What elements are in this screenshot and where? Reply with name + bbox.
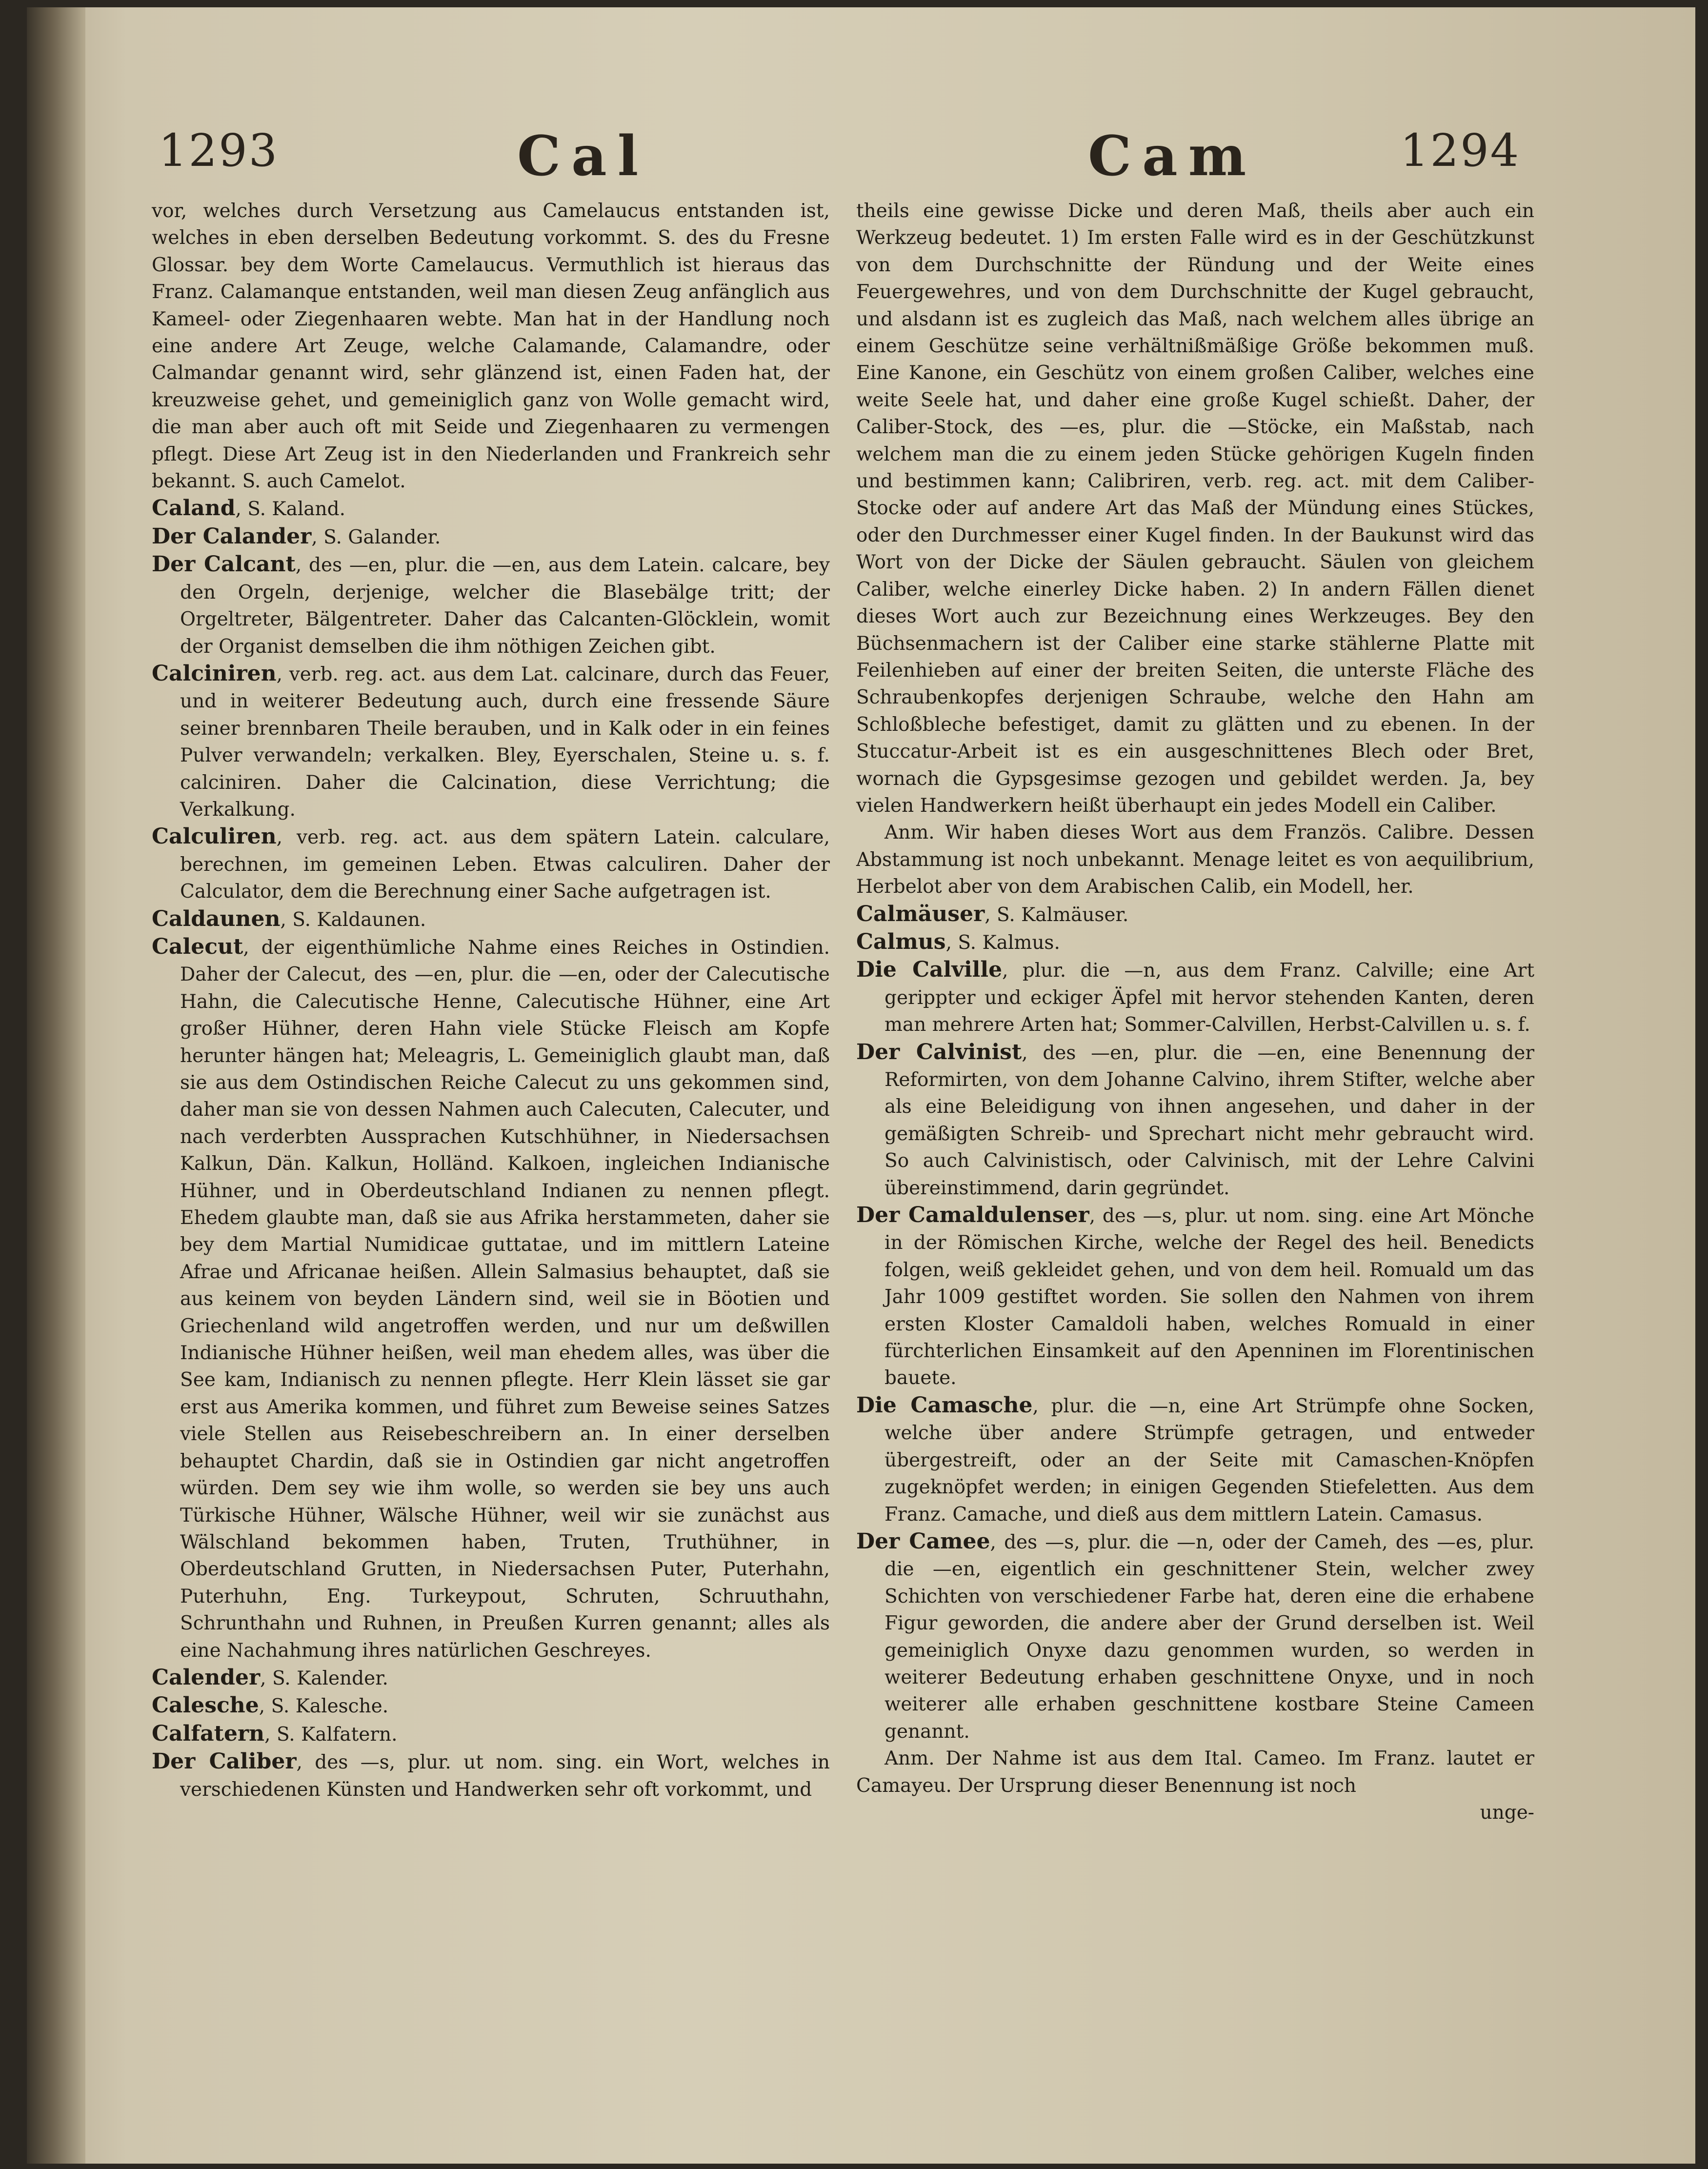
entry-headword: Caland: [152, 496, 236, 521]
entry-headword: Caldaunen: [152, 906, 281, 931]
entry-text: , S. Kalender.: [260, 1667, 388, 1689]
entry-text: , verb. reg. act. aus dem Lat. calcinare, durch das Feuer, und in weiterer Bedeutung auch, durch eine fressende Säure seiner brennbaren Theile berauben, und in Kalk oder in ein feines Pulver verwandeln; verkalken. Bley, Eyerschalen, Steine u. s. f. calciniren. Daher die Calcination, diese Verrichtung; die Verkalkung.: [180, 663, 830, 821]
running-header: [159, 124, 1521, 202]
entry-text: , S. Kalfatern.: [264, 1723, 398, 1746]
dictionary-entry: [152, 1692, 830, 1720]
entry-headword: Calesche: [152, 1693, 259, 1718]
dictionary-entry: [856, 928, 1534, 956]
right-guide-word: Cam: [1088, 124, 1257, 188]
entry-text: , S. Kalmäuser.: [985, 904, 1129, 926]
entry-headword: Die Calville: [856, 957, 1003, 983]
dictionary-entry: [856, 1039, 1534, 1202]
entry-text: , des —s, plur. ut nom. sing. ein Wort, welches in verschiedenen Künsten und Handwerken sehr oft vorkommt, und: [180, 1751, 830, 1801]
entry-text: , S. Kalmus.: [945, 931, 1060, 954]
entry-text: , des —en, plur. die —en, aus dem Latein. calcare, bey den Orgeln, derjenige, welcher die Blasebälge tritt; der Orgeltreter, Bälgentreter. Daher das Calcanten-Glöcklein, womit der Organist demselben die ihm nöthigen Zeichen gibt.: [180, 554, 830, 658]
entry-text: , S. Kaldaunen.: [280, 908, 426, 931]
right-column: [856, 198, 1534, 1826]
entry-headword: Calmus: [856, 929, 946, 954]
dictionary-entry: [152, 198, 830, 495]
entry-headword: Calciniren: [152, 661, 277, 686]
dictionary-entry: [152, 660, 830, 823]
entry-headword: Der Calvinist: [856, 1039, 1022, 1064]
dictionary-entry: [152, 1748, 830, 1803]
entry-text: , verb. reg. act. aus dem spätern Latein. calculare, berechnen, im gemeinen Leben. Etwas calculiren. Daher der Calculator, dem die Berechnung einer Sache aufgetragen ist.: [180, 826, 830, 903]
dictionary-entry: [856, 1528, 1534, 1745]
dictionary-entry: [856, 1202, 1534, 1392]
dictionary-entry: [152, 551, 830, 660]
entry-text: , S. Kalesche.: [259, 1695, 389, 1718]
dictionary-entry: [152, 1720, 830, 1748]
entry-text: , des —s, plur. die —n, oder der Cameh, des —es, plur. die —en, eigentlich ein geschnittener Stein, welcher zwey Schichten von verschiedener Farbe hat, deren eine die erhabene Figur geworden, die andere aber der Grund derselben ist. Weil gemeiniglich Onyxe dazu genommen wurden, so werden in weiterer Bedeutung erhaben geschnittene Onyxe, und in noch weiterer alle erhaben geschnittene kostbare Steine Cameen genannt.: [884, 1531, 1534, 1743]
dictionary-entry: [152, 823, 830, 905]
entry-headword: Calculiren: [152, 824, 277, 849]
binding-gutter: [27, 7, 85, 2164]
entry-headword: Der Camee: [856, 1528, 990, 1554]
entry-text: , S. Galander.: [311, 526, 441, 548]
dictionary-entry: [152, 905, 830, 933]
dictionary-entry: [152, 523, 830, 551]
entry-headword: Der Caliber: [152, 1749, 297, 1774]
entry-text: , plur. die —n, aus dem Franz. Calville; eine Art gerippter und eckiger Äpfel mit hervor stehenden Kanten, deren man mehrere Arten hat; Sommer-Calvillen, Herbst-Calvillen u. s. f.: [884, 960, 1534, 1036]
book-page: [27, 7, 1695, 2164]
dictionary-entry: [856, 901, 1534, 928]
entry-headword: Calfatern: [152, 1721, 265, 1746]
left-column: [152, 198, 830, 1803]
entry-text: , des —en, plur. die —en, eine Benennung der Reformirten, von dem Johanne Calvino, ihrem Stifter, welche aber als eine Beleidigung von ihnen angesehen, und daher in der gemäßigten Schreib- und Sprechart nicht mehr gebraucht wird. So auch Calvinistisch, oder Calvinisch, mit der Lehre Calvini übereinstimmend, darin gegründet.: [884, 1042, 1534, 1199]
entry-headword: Die Camasche: [856, 1392, 1033, 1418]
dictionary-entry: [152, 1664, 830, 1692]
entry-text: Anm. Wir haben dieses Wort aus dem Französ. Calibre. Dessen Abstammung ist noch unbekannt. Menage leitet es von aequilibrium, Herbelot aber von dem Arabischen Calib, ein Modell, her.: [856, 822, 1534, 898]
entry-text: unge-: [1480, 1801, 1534, 1824]
entry-headword: Der Camaldulenser: [856, 1203, 1089, 1228]
right-page-number: 1294: [1400, 124, 1521, 177]
dictionary-entry: [152, 933, 830, 1664]
dictionary-entry: [856, 198, 1534, 819]
entry-text: Anm. Der Nahme ist aus dem Ital. Cameo. Im Franz. lautet er Camayeu. Der Ursprung dieser Benennung ist noch: [856, 1747, 1534, 1797]
dictionary-entry: [856, 1745, 1534, 1799]
dictionary-entry: [856, 1392, 1534, 1528]
left-guide-word: Cal: [517, 124, 649, 188]
entry-text: , der eigenthümliche Nahme eines Reiches in Ostindien. Daher der Calecut, des —en, plur. die —en, oder der Calecutische Hahn, die Calecutische Henne, Calecutische Hühner, eine Art großer Hühner, deren Hahn viele Stücke Fleisch am Kopfe herunter hängen hat; Meleagris, L. Gemeiniglich glaubt man, daß sie aus dem Ostindischen Reiche Calecut zu uns gekommen sind, daher man sie von dessen Nahmen auch Calecuten, Calecuter, und nach verderbten Aussprachen Kutschhühner, in Niedersachsen Kalkun, Dän. Kalkun, Holländ. Kalkoen, ingleichen Indianische Hühner, und in Oberdeutschland Indianen zu nennen pflegt. Ehedem glaubte man, daß sie aus Afrika herstammeten, daher sie bey dem Martial Numidicae guttatae, und im mittlern Lateine Afrae und Africanae heißen. Allein Salmasius behauptet, daß sie aus keinem von beyden Ländern sind, weil sie in Böotien und Griechenland wild angetroffen werden, und nur um deßwillen Indianische Hühner heißen, weil man ehedem alles, was über die See kam, Indianisch zu nennen pflegte. Herr Klein lässet sie gar erst aus Amerika kommen, und führet zum Beweise seines Satzes viele Stellen aus Reisebeschreibern an. In einer derselben behauptet Chardin, daß sie in Ostindien gar nicht angetroffen würden. Dem sey wie ihm wolle, so werden sie bey uns auch Türkische Hühner, Wälsche Hühner, weil wir sie zunächst aus Wälschland bekommen haben, Truten, Truthühner, in Oberdeutschland Grutten, in Niedersachsen Puter, Puterhahn, Puterhuhn, Eng. Turkeypout, Schruten, Schruuthahn, Schrunthahn und Ruhnen, in Preußen Kurren genannt; alles als eine Nachahmung ihres natürlichen Geschreyes.: [180, 936, 830, 1662]
dictionary-entry: [152, 495, 830, 522]
entry-text: , plur. die —n, eine Art Strümpfe ohne Socken, welche über andere Strümpfe getragen, und entweder übergestreift, oder an der Seite mit Camaschen-Knöpfen zugeknöpfet werden; in einigen Gegenden Stiefeletten. Aus dem Franz. Camache, und dieß aus dem mittlern Latein. Camasus.: [884, 1395, 1534, 1526]
dictionary-entry: [856, 1799, 1534, 1826]
entry-headword: Der Calander: [152, 523, 312, 549]
left-page-number: 1293: [159, 124, 279, 177]
entry-headword: Calecut: [152, 934, 243, 959]
entry-text: vor, welches durch Versetzung aus Camelaucus entstanden ist, welches in eben derselben Bedeutung vorkommt. S. des du Fresne Glossar. bey dem Worte Camelaucus. Vermuthlich ist hieraus das Franz. Calamanque entstanden, weil man diesen Zeug anfänglich aus Kameel- oder Ziegenhaaren webte. Man hat in der Handlung noch eine andere Art Zeuge, welche Calamande, Calamandre, oder Calmandar genannt wird, sehr glänzend ist, einen Faden hat, der kreuzweise gehet, und gemeiniglich ganz von Wolle gemacht wird, die man aber auch oft mit Seide und Ziegenhaaren zu vermengen pflegt. Diese Art Zeug ist in den Niederlanden und Frankreich sehr bekannt. S. auch Camelot.: [152, 200, 830, 493]
entry-text: , S. Kaland.: [235, 498, 346, 521]
entry-text: theils eine gewisse Dicke und deren Maß, theils aber auch ein Werkzeug bedeutet. 1) Im ersten Falle wird es in der Geschützkunst von dem Durchschnitte der Ründung und der Weite eines Feuergewehres, und von dem Durchschnitte der Kugel gebraucht, und alsdann ist es zugleich das Maß, nach welchem alles übrige an einem Geschütze seine verhältnißmäßige Größe bekommen muß. Eine Kanone, ein Geschütz von einem großen Caliber, welches eine weite Seele hat, und daher eine große Kugel schießt. Daher, der Caliber-Stock, des —es, plur. die —Stöcke, ein Maßstab, nach welchem man die zu einem jeden Stücke gehörigen Kugeln finden und bestimmen kann; Calibriren, verb. reg. act. mit dem Caliber-Stocke oder auf andere Art das Maß der Mündung eines Stückes, oder den Durchmesser einer Kugel finden. In der Baukunst wird das Wort von der Dicke der Säulen gebraucht. Säulen von gleichem Caliber, welche einerley Dicke haben. 2) In andern Fällen dienet dieses Wort auch zur Bezeichnung eines Werkzeuges. Bey den Büchsenmachern ist der Caliber eine starke stählerne Platte mit Feilenhieben auf einer der breiten Seiten, die unterste Fläche des Schraubenkopfes derjenigen Schraube, welche den Hahn am Schloßbleche befestiget, damit zu glätten und zu ebenen. In der Stuccatur-Arbeit ist es ein ausgeschnittenes Blech oder Bret, wornach die Gypsgesimse gezogen und gebildet werden. Ja, bey vielen Handwerkern heißt überhaupt ein jedes Modell ein Caliber.: [856, 200, 1534, 817]
entry-headword: Der Calcant: [152, 552, 296, 577]
entry-headword: Calender: [152, 1665, 261, 1690]
dictionary-entry: [856, 819, 1534, 900]
entry-headword: Calmäuser: [856, 901, 985, 926]
entry-text: , des —s, plur. ut nom. sing. eine Art Mönche in der Römischen Kirche, welche der Regel des heil. Benedicts folgen, weiß gekleidet gehen, und von dem heil. Romuald um das Jahr 1009 gestiftet worden. Sie sollen den Nahmen von ihrem ersten Kloster Camaldoli haben, welches Romuald in einer fürchterlichen Einsamkeit auf den Apenninen im Florentinischen bauete.: [884, 1205, 1534, 1389]
dictionary-entry: [856, 956, 1534, 1038]
